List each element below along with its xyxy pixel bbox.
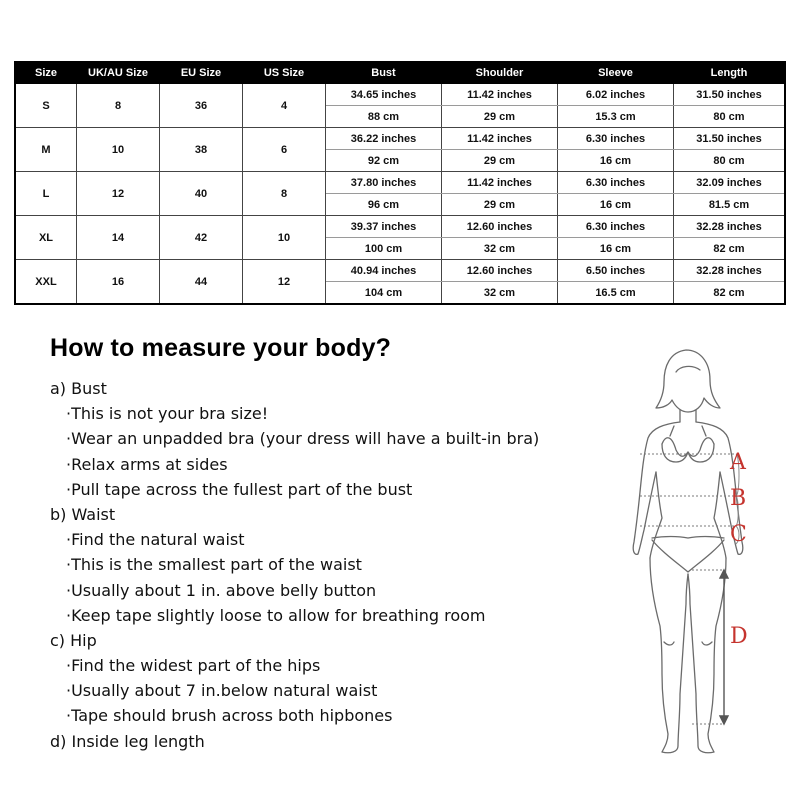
us-size-cell: 10 bbox=[243, 216, 326, 260]
list-item: ·Keep tape slightly loose to allow for breathing room bbox=[66, 605, 486, 625]
uk-au-size-cell: 12 bbox=[77, 172, 160, 216]
shoulder-cm-cell: 32 cm bbox=[442, 238, 558, 260]
shoulder-inches-cell: 12.60 inches bbox=[442, 260, 558, 282]
sleeve-cm-cell: 16 cm bbox=[558, 194, 674, 216]
uk-au-size-cell: 14 bbox=[77, 216, 160, 260]
eu-size-cell: 40 bbox=[160, 172, 243, 216]
length-cm-cell: 80 cm bbox=[674, 150, 786, 172]
shoulder-cm-cell: 29 cm bbox=[442, 106, 558, 128]
list-item: ·Relax arms at sides bbox=[66, 454, 228, 474]
shoulder-cm-cell: 32 cm bbox=[442, 282, 558, 305]
bust-cm-cell: 88 cm bbox=[326, 106, 442, 128]
sleeve-cm-cell: 16.5 cm bbox=[558, 282, 674, 305]
us-size-cell: 12 bbox=[243, 260, 326, 305]
size-cell: S bbox=[15, 84, 77, 128]
length-cm-cell: 81.5 cm bbox=[674, 194, 786, 216]
list-item: ·Find the natural waist bbox=[66, 530, 245, 550]
bust-inches-cell: 34.65 inches bbox=[326, 84, 442, 106]
sleeve-inches-cell: 6.50 inches bbox=[558, 260, 674, 282]
list-item: ·Find the widest part of the hips bbox=[66, 656, 321, 676]
length-inches-cell: 32.28 inches bbox=[674, 216, 786, 238]
sleeve-inches-cell: 6.30 inches bbox=[558, 172, 674, 194]
page-title: How to measure your body? bbox=[50, 334, 392, 362]
bust-inches-cell: 36.22 inches bbox=[326, 128, 442, 150]
bust-inches-cell: 39.37 inches bbox=[326, 216, 442, 238]
size-cell: XXL bbox=[15, 260, 77, 305]
shoulder-inches-cell: 11.42 inches bbox=[442, 128, 558, 150]
body-figure bbox=[600, 342, 790, 762]
bust-cm-cell: 104 cm bbox=[326, 282, 442, 305]
eu-size-cell: 44 bbox=[160, 260, 243, 305]
length-inches-cell: 31.50 inches bbox=[674, 128, 786, 150]
bust-cm-cell: 100 cm bbox=[326, 238, 442, 260]
size-chart-table bbox=[14, 61, 786, 305]
length-inches-cell: 32.28 inches bbox=[674, 260, 786, 282]
header-eu-size: EU Size bbox=[160, 62, 243, 84]
header-bust: Bust bbox=[326, 62, 442, 84]
shoulder-inches-cell: 11.42 inches bbox=[442, 172, 558, 194]
measure-guide bbox=[50, 376, 570, 754]
table-row bbox=[15, 260, 785, 282]
length-cm-cell: 80 cm bbox=[674, 106, 786, 128]
bust-inches-cell: 37.80 inches bbox=[326, 172, 442, 194]
table-row bbox=[15, 84, 785, 106]
sleeve-cm-cell: 16 cm bbox=[558, 238, 674, 260]
list-item: ·Usually about 7 in.below natural waist bbox=[66, 681, 378, 701]
figure-label-d: D bbox=[730, 624, 748, 649]
table-header-row bbox=[15, 62, 785, 84]
header-size: Size bbox=[15, 62, 77, 84]
section-heading: c) Hip bbox=[50, 630, 97, 650]
section-heading: b) Waist bbox=[50, 504, 116, 524]
bust-cm-cell: 96 cm bbox=[326, 194, 442, 216]
table-row bbox=[15, 216, 785, 238]
figure-label-b: B bbox=[730, 486, 747, 511]
length-cm-cell: 82 cm bbox=[674, 238, 786, 260]
list-item: ·This is not your bra size! bbox=[66, 404, 269, 424]
uk-au-size-cell: 10 bbox=[77, 128, 160, 172]
shoulder-cm-cell: 29 cm bbox=[442, 150, 558, 172]
shoulder-cm-cell: 29 cm bbox=[442, 194, 558, 216]
eu-size-cell: 38 bbox=[160, 128, 243, 172]
size-cell: XL bbox=[15, 216, 77, 260]
list-item: ·Usually about 1 in. above belly button bbox=[66, 580, 377, 600]
uk-au-size-cell: 8 bbox=[77, 84, 160, 128]
list-item: ·Wear an unpadded bra (your dress will have a built-in bra) bbox=[66, 429, 540, 449]
figure-label-c: C bbox=[730, 522, 747, 547]
table-row bbox=[15, 172, 785, 194]
shoulder-inches-cell: 11.42 inches bbox=[442, 84, 558, 106]
list-item: ·Pull tape across the fullest part of the bust bbox=[66, 479, 413, 499]
sleeve-cm-cell: 16 cm bbox=[558, 150, 674, 172]
eu-size-cell: 42 bbox=[160, 216, 243, 260]
sleeve-inches-cell: 6.02 inches bbox=[558, 84, 674, 106]
section-heading: a) Bust bbox=[50, 379, 107, 398]
length-inches-cell: 32.09 inches bbox=[674, 172, 786, 194]
table-row bbox=[15, 128, 785, 150]
list-item: ·Tape should brush across both hipbones bbox=[66, 706, 393, 726]
bust-inches-cell: 40.94 inches bbox=[326, 260, 442, 282]
uk-au-size-cell: 16 bbox=[77, 260, 160, 305]
bust-cm-cell: 92 cm bbox=[326, 150, 442, 172]
us-size-cell: 8 bbox=[243, 172, 326, 216]
header-uk-au-size: UK/AU Size bbox=[77, 62, 160, 84]
list-item: ·This is the smallest part of the waist bbox=[66, 555, 362, 575]
length-cm-cell: 82 cm bbox=[674, 282, 786, 305]
us-size-cell: 4 bbox=[243, 84, 326, 128]
size-cell: L bbox=[15, 172, 77, 216]
sleeve-cm-cell: 15.3 cm bbox=[558, 106, 674, 128]
shoulder-inches-cell: 12.60 inches bbox=[442, 216, 558, 238]
header-length: Length bbox=[674, 62, 786, 84]
sleeve-inches-cell: 6.30 inches bbox=[558, 128, 674, 150]
header-sleeve: Sleeve bbox=[558, 62, 674, 84]
header-us-size: US Size bbox=[243, 62, 326, 84]
section-heading: d) Inside leg length bbox=[50, 731, 205, 751]
sleeve-inches-cell: 6.30 inches bbox=[558, 216, 674, 238]
length-inches-cell: 31.50 inches bbox=[674, 84, 786, 106]
eu-size-cell: 36 bbox=[160, 84, 243, 128]
size-cell: M bbox=[15, 128, 77, 172]
figure-label-a: A bbox=[730, 450, 746, 475]
us-size-cell: 6 bbox=[243, 128, 326, 172]
body-outline-illustration bbox=[600, 342, 790, 762]
header-shoulder: Shoulder bbox=[442, 62, 558, 84]
